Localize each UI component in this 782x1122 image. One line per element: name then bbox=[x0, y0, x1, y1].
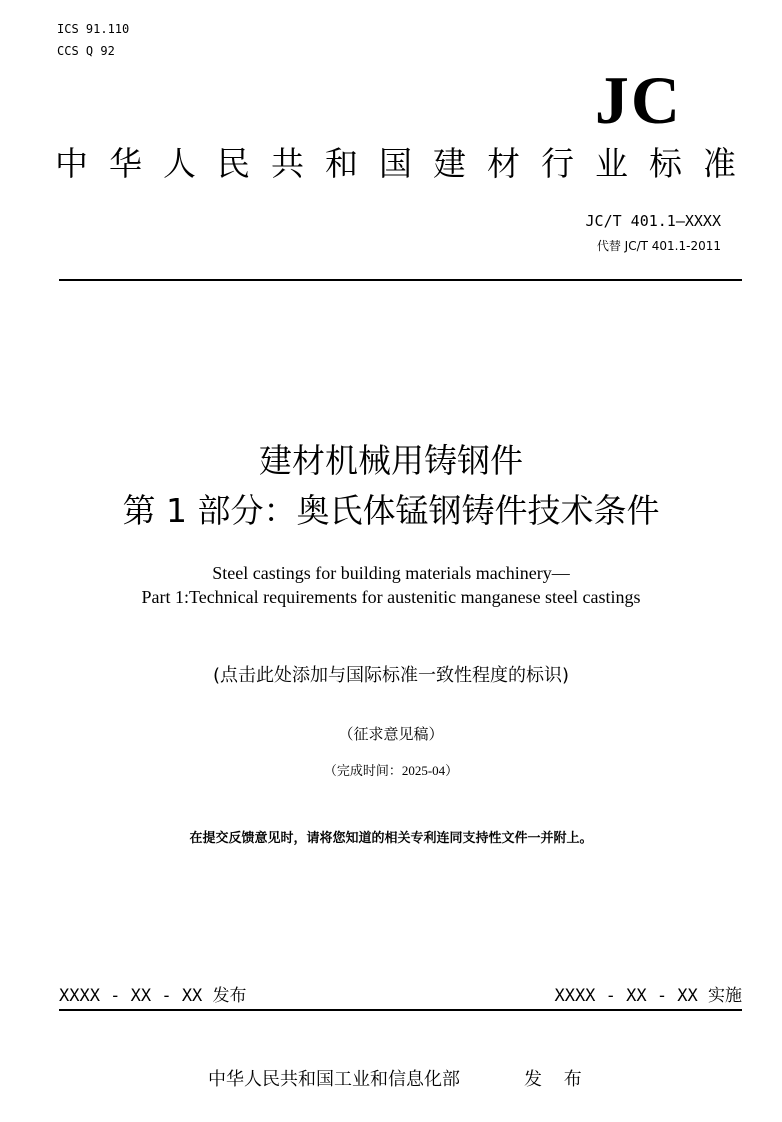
jc-logo: JC bbox=[594, 62, 682, 138]
issue-date: XXXX - XX - XX 发布 bbox=[59, 986, 247, 1006]
patent-notice: 在提交反馈意见时，请将您知道的相关专利连同支持性文件一并附上。 bbox=[189, 831, 593, 846]
publisher: 中华人民共和国工业和信息化部 bbox=[208, 1069, 460, 1090]
ics-code: ICS 91.110 bbox=[57, 22, 130, 36]
header-divider bbox=[59, 279, 742, 281]
ccs-code: CCS Q 92 bbox=[57, 44, 115, 58]
title-english-line2: Part 1:Technical requirements for austenitic manganese steel castings bbox=[141, 587, 641, 607]
intl-consistency-placeholder[interactable]: (点击此处添加与国际标准一致性程度的标识) bbox=[212, 665, 570, 686]
implementation-date: XXXX - XX - XX 实施 bbox=[554, 986, 742, 1006]
draft-status: （征求意见稿） bbox=[338, 727, 444, 743]
publish-label: 发 布 bbox=[524, 1069, 590, 1090]
title-chinese-line1: 建材机械用铸钢件 bbox=[259, 441, 523, 480]
title-english-line1: Steel castings for building materials machinery— bbox=[212, 563, 570, 583]
standard-number: JC/T 401.1—XXXX bbox=[585, 212, 721, 230]
footer-divider bbox=[59, 1009, 742, 1011]
industry-standard-title: 中华人民共和国建材行业标准 bbox=[55, 144, 757, 183]
replaces-standard: 代替 JC/T 401.1-2011 bbox=[596, 239, 721, 253]
completion-time: （完成时间：2025-04） bbox=[323, 763, 459, 778]
title-chinese-line2: 第 1 部分：奥氏体锰钢铸件技术条件 bbox=[122, 491, 660, 530]
